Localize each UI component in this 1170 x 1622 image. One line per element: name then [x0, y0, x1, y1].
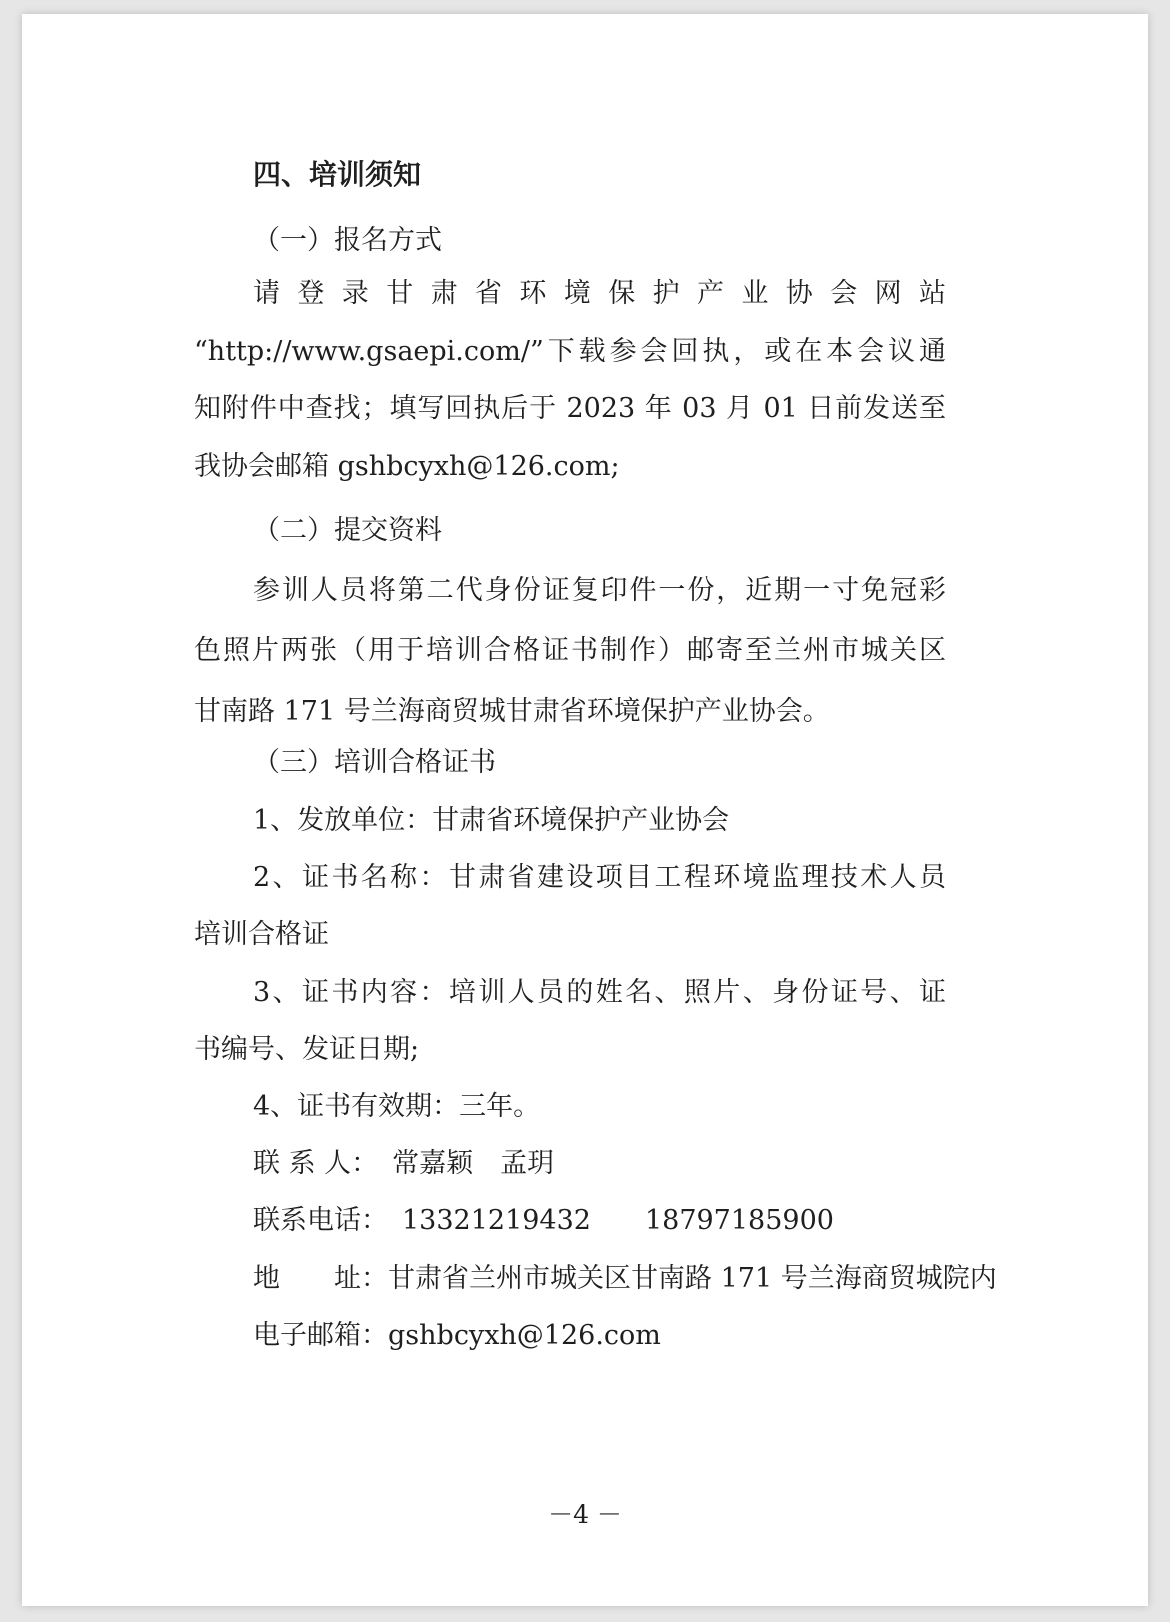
contact-phone-row: [253, 1204, 834, 1238]
contact-address: 甘肃省兰州市城关区甘南路 171 号兰海商贸城院内: [388, 1263, 997, 1294]
subsection-title-materials: （二）提交资料: [253, 515, 442, 546]
contact-address-row: [253, 1262, 997, 1296]
list-item-continuation: 书编号、发证日期;: [194, 1034, 420, 1065]
contact-email: gshbcyxh@126.com: [388, 1320, 661, 1351]
paragraph-line: 我协会邮箱 gshbcyxh@126.com;: [194, 451, 620, 482]
paragraph-line: 参训人员将第二代身份证复印件一份，近期一寸免冠彩: [253, 575, 946, 606]
list-item: 1、发放单位：甘肃省环境保护产业协会: [253, 805, 730, 836]
list-item: 3、证书内容：培训人员的姓名、照片、身份证号、证: [253, 977, 946, 1008]
contact-address-label: 地 址：: [253, 1263, 388, 1294]
contact-email-row: [253, 1319, 661, 1353]
list-item-continuation: 培训合格证: [194, 919, 329, 950]
paragraph-line: 请登录甘肃省环境保护产业协会网站: [253, 278, 946, 309]
list-item: 2、证书名称：甘肃省建设项目工程环境监理技术人员: [253, 862, 946, 893]
paragraph-line: 知附件中查找；填写回执后于 2023 年 03 月 01 日前发送至: [194, 393, 946, 424]
paragraph-line: “http://www.gsaepi.com/”下载参会回执，或在本会议通: [194, 336, 946, 367]
section-heading: 四、培训须知: [253, 158, 422, 191]
subsection-title-registration: （一）报名方式: [253, 225, 442, 256]
page-number: －4 －: [548, 1500, 622, 1529]
contact-person-row: [253, 1147, 554, 1181]
list-item: 4、证书有效期：三年。: [253, 1091, 541, 1122]
contact-person-label: 联 系 人：: [253, 1148, 379, 1179]
subsection-title-certificate: （三）培训合格证书: [253, 747, 496, 778]
paragraph-line: 甘南路 171 号兰海商贸城甘肃省环境保护产业协会。: [194, 696, 830, 727]
contact-phone-label: 联系电话：: [253, 1205, 388, 1236]
contact-email-label: 电子邮箱：: [253, 1320, 388, 1351]
contact-person-names: 常嘉颖 孟玥: [392, 1148, 555, 1179]
paragraph-line: 色照片两张（用于培训合格证书制作）邮寄至兰州市城关区: [194, 635, 946, 666]
contact-phone-numbers: 13321219432 18797185900: [402, 1205, 834, 1236]
